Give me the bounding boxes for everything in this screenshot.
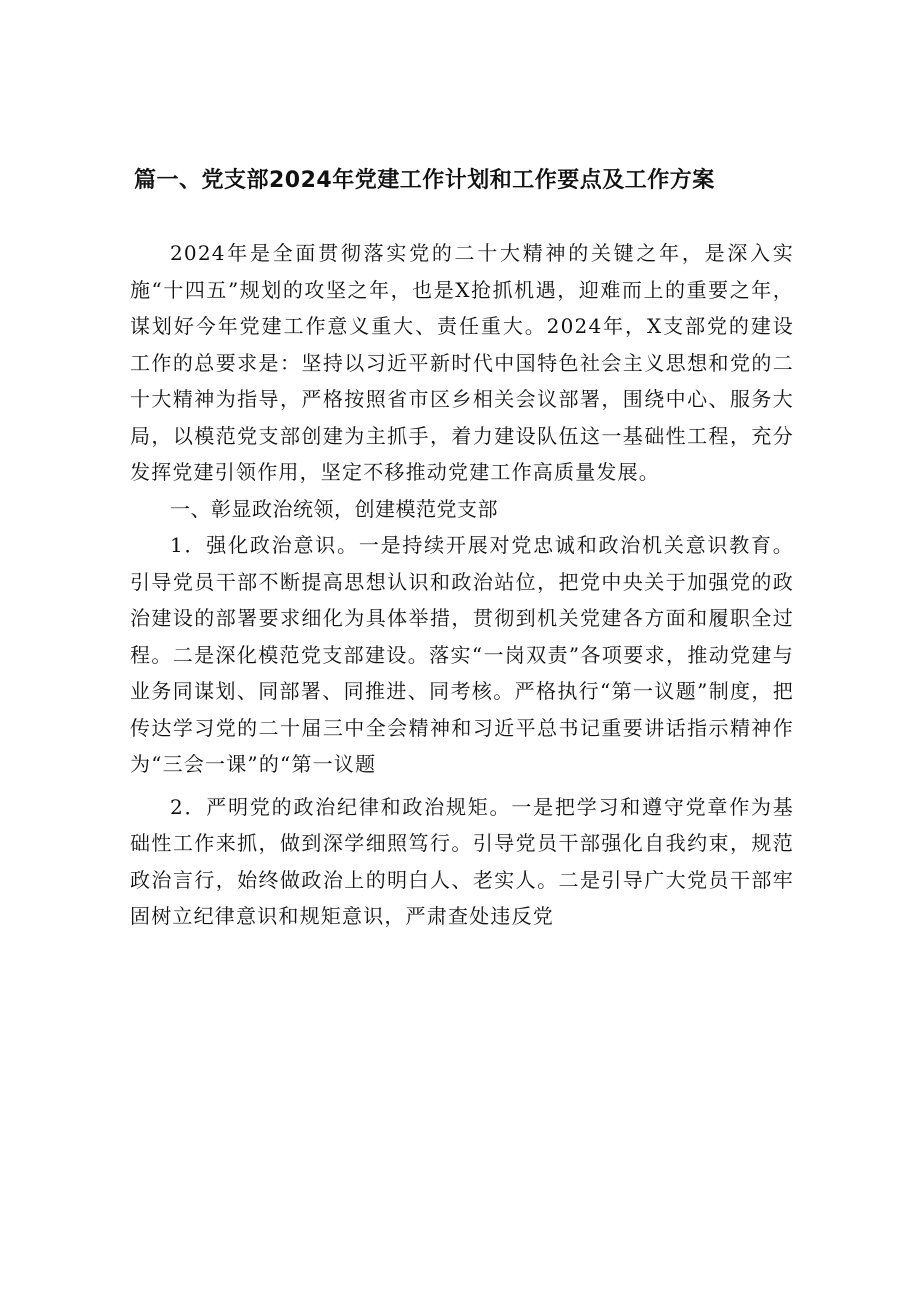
document-body [130,235,794,935]
item-paragraph-2: 2．严明党的政治纪律和政治规矩。一是把学习和遵守党章作为基础性工作来抓，做到深学细照笃行。引导党员干部强化自我约束，规范政治言行，始终做政治上的明白人、老实人。二是引导广大党员干部牢固树立纪律意识和规矩意识，严肃查处违反党 [130,794,794,928]
item-paragraph-1: 1．强化政治意识。一是持续开展对党忠诚和政治机关意识教育。引导党员干部不断提高思想认识和政治站位，把党中央关于加强党的政治建设的部署要求细化为具体举措，贯彻到机关党建各方面和履职全过程。二是深化模范党支部建设。落实“一岗双责”各项要求，推动党建与业务同谋划、同部署、同推进、同考核。严格执行“第一议题”制度，把传达学习党的二十届三中全会精神和习近平总书记重要讲话指示精神作为“三会一课”的“第一议题 [130,533,794,776]
section-heading: 一、彰显政治统领，创建模范党支部 [170,496,498,521]
document-title: 篇一、党支部2024年党建工作计划和工作要点及工作方案 [134,168,715,193]
intro-paragraph: 2024年是全面贯彻落实党的二十大精神的关键之年，是深入实施“十四五”规划的攻坚之年，也是X抢抓机遇，迎难而上的重要之年，谋划好今年党建工作意义重大、责任重大。2024年，X支部党的建设工作的总要求是：坚持以习近平新时代中国特色社会主义思想和党的二十大精神为指导，严格按照省市区乡相关会议部署，围绕中心、服务大局，以模范党支部创建为主抓手，着力建设队伍这一基础性工程，充分发挥党建引领作用，坚定不移推动党建工作高质量发展。 [130,241,794,484]
